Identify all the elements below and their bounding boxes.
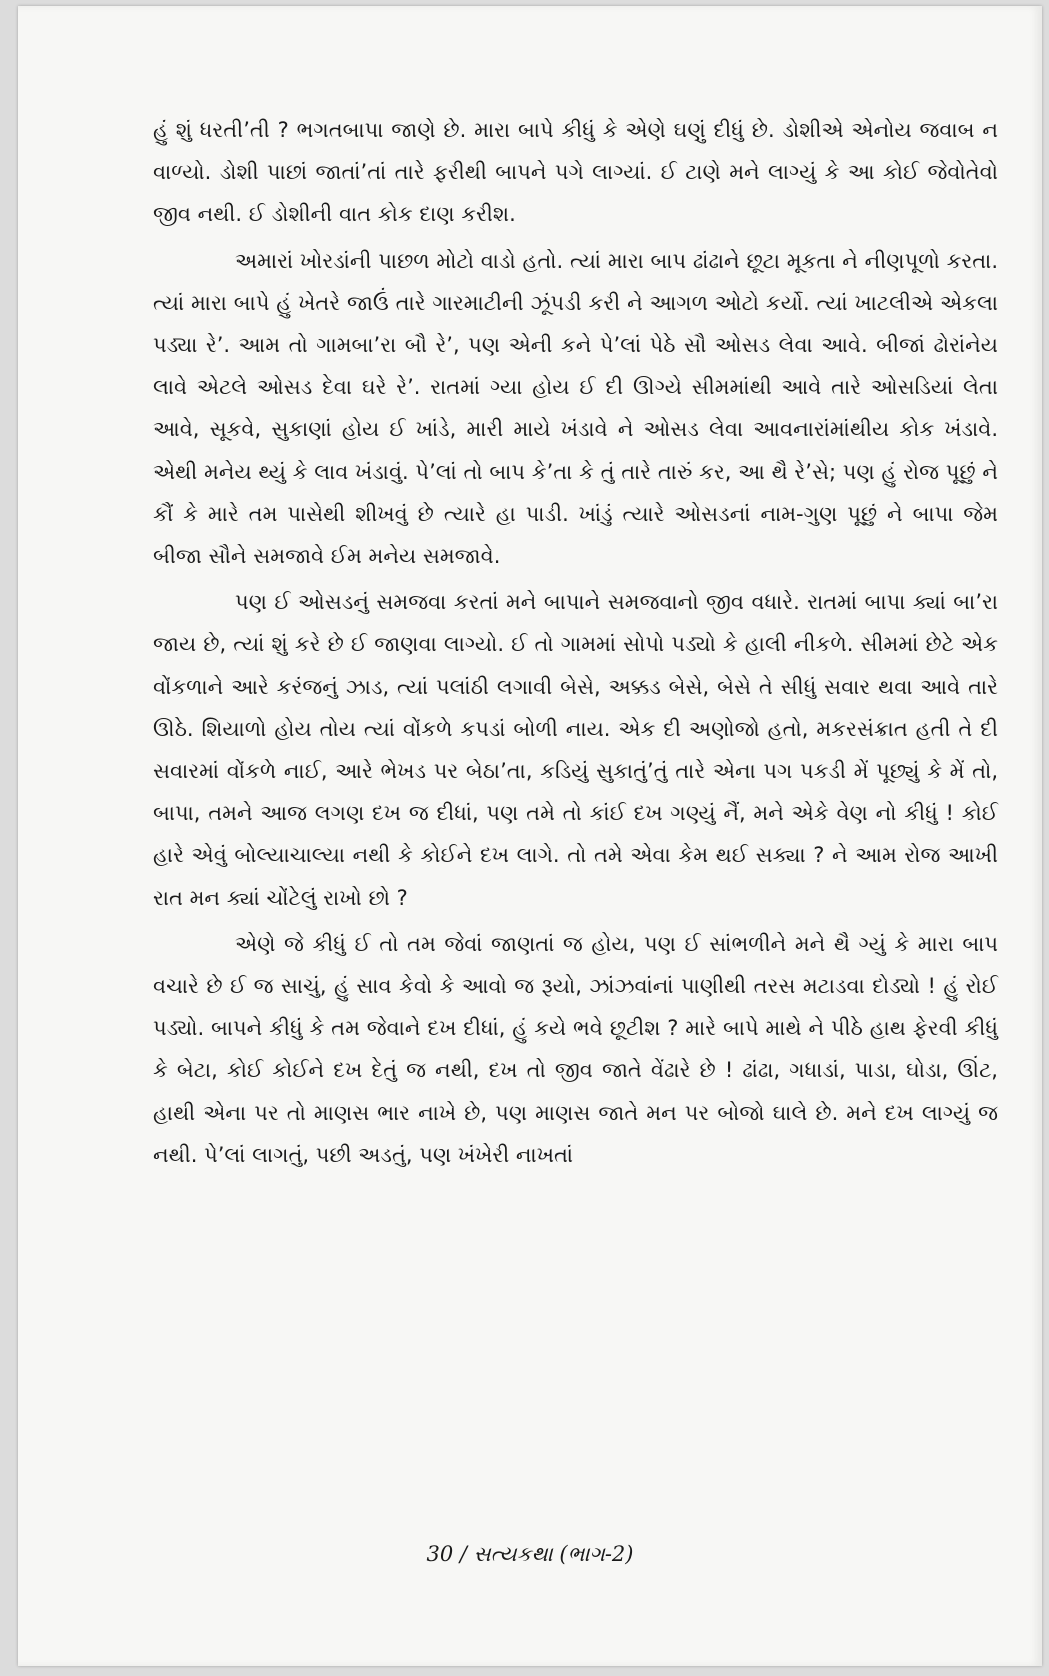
paragraph-4: એણે જે કીધું ઈ તો તમ જેવાં જાણતાં જ હોય, પણ ઈ સાંભળીને મને થૈ ગ્યું કે મારા બાપ વચારે છે ઈ જ સાચું, હું સાવ કેવો કે આવો જ રૂયો, ઝાંઝવાંનાં પાણીથી તરસ મટાડવા દોડ્યો ! હું રોઈ પડ્યો. બાપને કીધું કે તમ જેવાને દખ દીધાં, હું કયે ભવે છૂટીશ ? મારે બાપે માથે ને પીઠે હાથ ફેરવી કીધું કે બેટા, કોઈ કોઈને દખ દેતું જ નથી, દખ તો જીવ જાતે વેંઢારે છે ! ઢાંઢા, ગધાડાં, પાડા, ઘોડા, ઊંટ, હાથી એના પર તો માણસ ભાર નાખે છે, પણ માણસ જાતે મન પર બોજો ઘાલે છે. મને દખ લાગ્યું જ નથી. પે’લાં લાગતું, પછી અડતું, પણ ખંખેરી નાખતાં — [153, 931, 998, 1167]
paragraph-3: પણ ઈ ઓસડનું સમજવા કરતાં મને બાપાને સમજવાનો જીવ વધારે. રાતમાં બાપા ક્યાં બા’રા જાય છે, ત્યાં શું કરે છે ઈ જાણવા લાગ્યો. ઈ તો ગામમાં સોપો પડ્યો કે હાલી નીકળે. સીમમાં છેટે એક વોંકળાને આરે કરંજનું ઝાડ, ત્યાં પલાંઠી લગાવી બેસે, અક્કડ બેસે, બેસે તે સીધું સવાર થવા આવે તારે ઊઠે. શિયાળો હોય તોય ત્યાં વોંકળે કપડાં બોળી નાય. એક દી અણોજો હતો, મકરસંક્રાત હતી તે દી સવારમાં વોંકળે નાઈ, આરે ભેખડ પર બેઠા’તા, કડિયું સુકાતું’તું તારે એના પગ પકડી મેં પૂછ્યું કે મેં તો, બાપા, તમને આજ લગણ દખ જ દીધાં, પણ તમે તો કાંઈ દખ ગણ્યું નૈં, મને એકે વેણ નો કીધું ! કોઈ હારે એવું બોલ્યાચાલ્યા નથી કે કોઈને દખ લાગે. તો તમે એવા કેમ થઈ સક્યા ? ને આમ રોજ આખી રાત મન ક્યાં ચોંટેલું રાખો છો ? — [153, 590, 998, 910]
paragraph-2: અમારાં ખોરડાંની પાછળ મોટો વાડો હતો. ત્યાં મારા બાપ ઢાંઢાને છૂટા મૂકતા ને નીણપૂળો કરતા. ત્યાં મારા બાપે હું ખેતરે જાઉં તારે ગારમાટીની ઝૂંપડી કરી ને આગળ ઓટો કર્યો. ત્યાં ખાટલીએ એકલા પડ્યા રે’. આમ તો ગામબા’રા બૌ રે’, પણ એની કને પે’લાં પેઠે સૌ ઓસડ લેવા આવે. બીજાં ઢોરાંનેય લાવે એટલે ઓસડ દેવા ઘરે રે’. રાતમાં ગ્યા હોય ઈ દી ઊગ્યે સીમમાંથી આવે તારે ઓસડિયાં લેતા આવે, સૂકવે, સુકાણાં હોય ઈ ખાંડે, મારી માયે ખંડાવે ને ઓસડ લેવા આવનારાંમાંથીય કોક ખંડાવે. એથી મનેય થ્યું કે લાવ ખંડાવું. પે’લાં તો બાપ કે’તા કે તું તારે તારું કર, આ થૈ રે’સે; પણ હું રોજ પૂછું ને કૌં કે મારે તમ પાસેથી શીખવું છે ત્યારે હા પાડી. ખાંડું ત્યારે ઓસડનાં નામ-ગુણ પૂછું ને બાપા જેમ બીજા સૌને સમજાવે ઈમ મનેય સમજાવે. — [153, 248, 998, 569]
paragraph-1: હું શું ધરતી’તી ? ભગતબાપા જાણે છે. મારા બાપે કીધું કે એણે ઘણું દીધું છે. ડોશીએ એનોય જવાબ ન વાળ્યો. ડોશી પાછાં જાતાં’તાં તારે ફરીથી બાપને પગે લાગ્યાં. ઈ ટાણે મને લાગ્યું કે આ કોઈ જેવોતેવો જીવ નથી. ઈ ડોશીની વાત કોક દાણ કરીશ. — [153, 118, 998, 227]
page-footer: 30 / સત્યકથા (ભાગ-2) — [426, 1542, 634, 1566]
body-text — [153, 109, 998, 1176]
book-page — [18, 6, 1042, 1666]
